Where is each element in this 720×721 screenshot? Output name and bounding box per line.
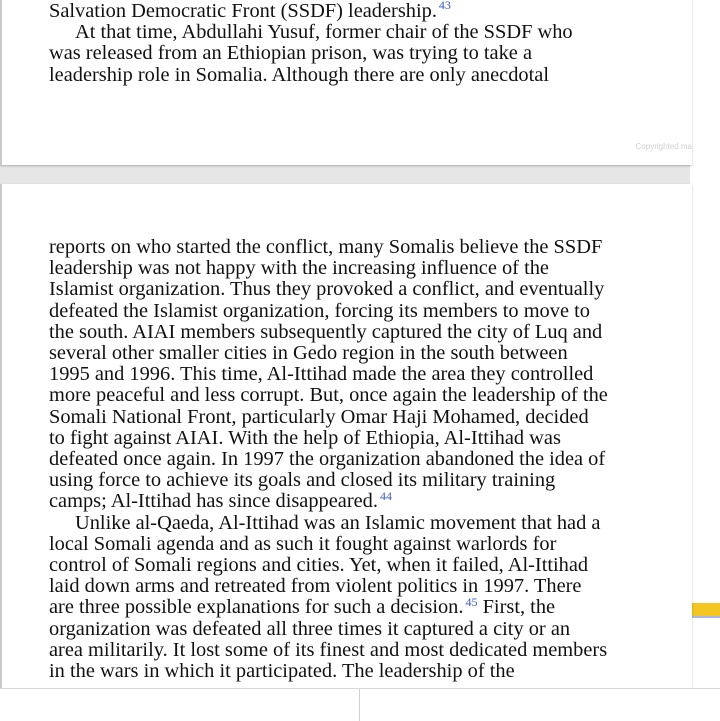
line-text: the south. AIAI members subsequently captured the city of Luq and <box>49 320 603 343</box>
line-text-continued: First, the <box>477 596 556 619</box>
text-line <box>49 343 639 364</box>
text-line <box>49 449 639 470</box>
line-text: organization was defeated all three times it captured a city or an <box>49 617 571 640</box>
line-text: At that time, Abdullahi Yusuf, former chair of the SSDF who <box>75 21 573 44</box>
line-text: Islamist organization. Thus they provoked a conflict, and eventually <box>49 278 605 301</box>
footnote-reference[interactable]: 44 <box>379 488 392 503</box>
text-line <box>49 488 639 513</box>
line-text: control of Somali regions and cities. Yet, when it failed, Al-Ittihad <box>49 554 589 577</box>
viewer-bottom-bar <box>0 688 720 721</box>
line-text: reports on who started the conflict, many Somalis believe the SSDF <box>49 236 603 258</box>
line-text: laid down arms and retreated from violent politics in 1997. There <box>49 575 582 598</box>
footnote-reference[interactable]: 45 <box>465 594 478 609</box>
line-text: Somali National Front, particularly Omar Haji Mohamed, decided <box>49 405 589 428</box>
text-line <box>49 619 639 640</box>
text-line <box>49 385 639 406</box>
viewer-side-rail <box>690 0 720 688</box>
text-line <box>49 428 639 449</box>
copyright-watermark: Copyrighted ma <box>635 142 692 151</box>
text-line <box>49 279 639 300</box>
scroll-position-marker[interactable] <box>690 603 720 618</box>
page-2-text <box>49 237 639 682</box>
text-line <box>49 364 639 385</box>
text-line <box>49 1 639 22</box>
line-text: 1995 and 1996. This time, Al-Ittihad made the area they controlled <box>49 363 594 386</box>
text-line <box>49 65 639 86</box>
line-text: Unlike al-Qaeda, Al-Ittihad was an Islamic movement that had a <box>75 511 601 534</box>
line-text: in the wars in which it participated. The leadership of the <box>49 660 515 683</box>
line-text: to fight against AIAI. With the help of Ethiopia, Al-Ittihad was <box>49 426 561 449</box>
text-line <box>49 237 639 258</box>
page-1-text <box>49 1 639 86</box>
text-line <box>49 470 639 491</box>
line-text: local Somali agenda and as such it fought against warlords for <box>49 532 557 555</box>
line-text: several other smaller cities in Gedo region in the south between <box>49 342 568 365</box>
line-text: camps; Al-Ittihad has since disappeared. <box>49 490 378 513</box>
line-text: leadership role in Somalia. Although there are only anecdotal <box>49 63 549 86</box>
text-line <box>49 594 639 619</box>
text-line <box>49 555 639 576</box>
text-line <box>49 301 639 322</box>
line-text: was released from an Ethiopian prison, was trying to take a <box>49 42 533 65</box>
line-text: defeated once again. In 1997 the organization abandoned the idea of <box>49 448 606 471</box>
text-line <box>49 407 639 428</box>
text-line <box>49 640 639 661</box>
book-page-1 <box>0 0 692 165</box>
text-line <box>49 322 639 343</box>
footnote-reference[interactable]: 43 <box>438 0 451 13</box>
text-line <box>49 661 639 682</box>
line-text: more peaceful and less corrupt. But, once again the leadership of the <box>49 384 608 407</box>
line-text: Salvation Democratic Front (SSDF) leadership. <box>49 0 437 22</box>
text-line <box>49 22 639 43</box>
bottom-bar-divider <box>359 689 360 721</box>
book-page-2 <box>0 184 692 704</box>
line-text: defeated the Islamist organization, forcing its members to move to <box>49 299 590 322</box>
text-line <box>49 576 639 597</box>
line-text: area militarily. It lost some of its finest and most dedicated members <box>49 638 608 661</box>
text-line <box>49 534 639 555</box>
line-text: are three possible explanations for such a decision. <box>49 596 464 619</box>
line-text: using force to achieve its goals and closed its military training <box>49 469 556 492</box>
text-line <box>49 513 639 534</box>
text-line <box>49 43 639 64</box>
text-line <box>49 258 639 279</box>
line-text: leadership was not happy with the increasing influence of the <box>49 257 549 280</box>
